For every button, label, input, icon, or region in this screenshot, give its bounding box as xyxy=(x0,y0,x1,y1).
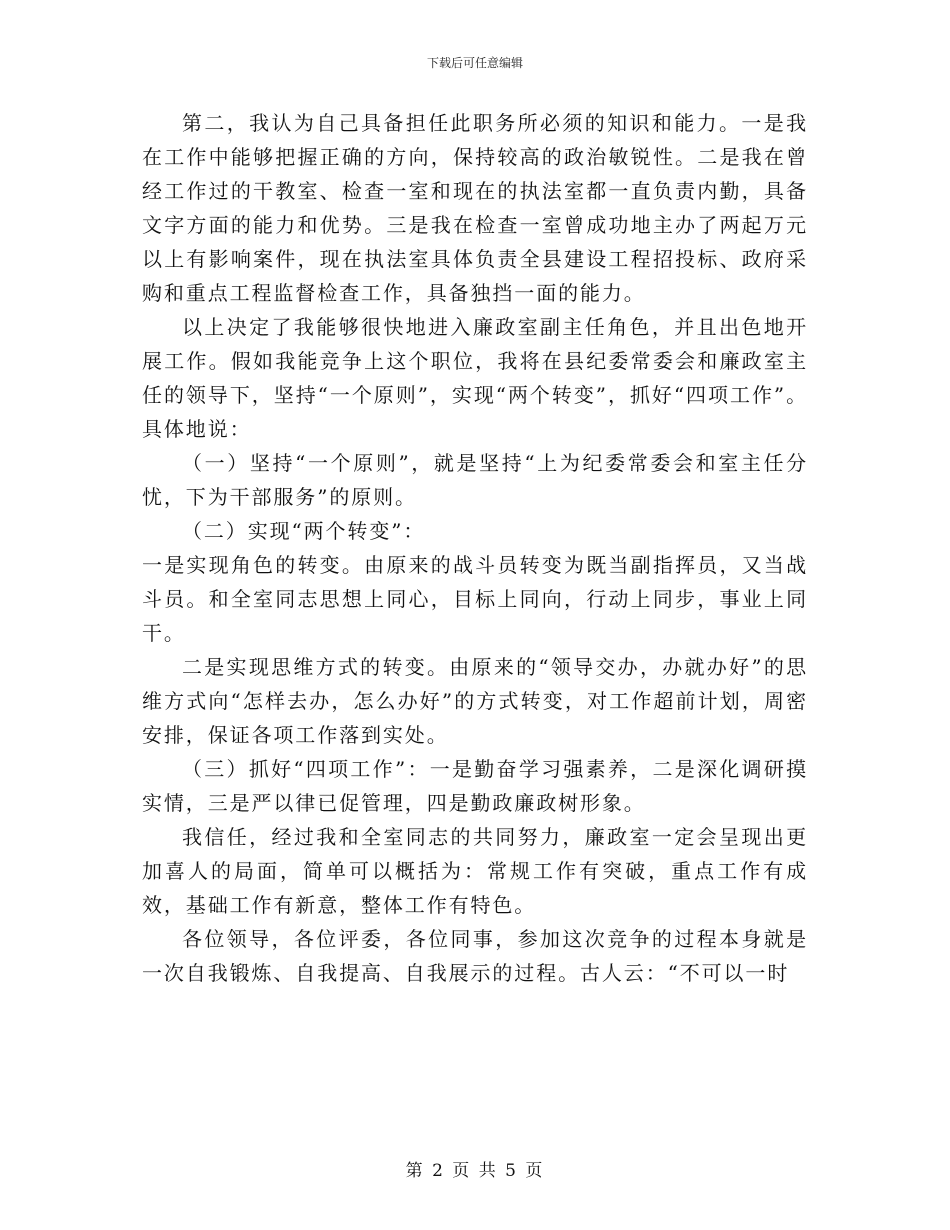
paragraph-one-principle: （一）坚持“一个原则”，就是坚持“上为纪委常委会和室主任分忧，下为干部服务”的原则。 xyxy=(142,451,808,509)
paragraph-closing: 各位领导，各位评委，各位同事，参加这次竞争的过程本身就是一次自我锻炼、自我提高、自我展示的过程。古人云：“不可以一时 xyxy=(142,927,808,985)
document-body xyxy=(142,106,808,990)
page-number-footer: 第 2 页 共 5 页 xyxy=(405,1161,545,1181)
paragraph-outlook: 我信任，经过我和全室同志的共同努力，廉政室一定会呈现出更加喜人的局面，简单可以概括为：常规工作有突破，重点工作有成效，基础工作有新意，整体工作有特色。 xyxy=(142,825,808,917)
paragraph-thinking-change: 二是实现思维方式的转变。由原来的“领导交办，办就办好”的思维方式向“怎样去办，怎么办好”的方式转变，对工作超前计划，周密安排，保证各项工作落到实处。 xyxy=(142,655,808,747)
paragraph-role-intro: 以上决定了我能够很快地进入廉政室副主任角色，并且出色地开展工作。假如我能竞争上这个职位，我将在县纪委常委会和廉政室主任的领导下，坚持“一个原则”，实现“两个转变”，抓好“四项工作”。具体地说： xyxy=(142,315,808,441)
page-header-note: 下载后可任意编辑 xyxy=(426,56,523,70)
paragraph-two-changes-heading: （二）实现“两个转变”： xyxy=(182,519,426,543)
paragraph-four-tasks: （三）抓好“四项工作”：一是勤奋学习强素养，二是深化调研摸实情，三是严以律已促管理，四是勤政廉政树形象。 xyxy=(142,757,808,815)
paragraph-qualifications: 第二，我认为自己具备担任此职务所必须的知识和能力。一是我在工作中能够把握正确的方向，保持较高的政治敏锐性。二是我在曾经工作过的干教室、检查一室和现在的执法室都一直负责内勤，具备文字方面的能力和优势。三是我在检查一室曾成功地主办了两起万元以上有影响案件，现在执法室具体负责全县建设工程招投标、政府采购和重点工程监督检查工作，具备独挡一面的能力。 xyxy=(142,111,808,305)
paragraph-role-change: 一是实现角色的转变。由原来的战斗员转变为既当副指挥员，又当战斗员。和全室同志思想上同心，目标上同向，行动上同步，事业上同干。 xyxy=(142,553,808,645)
